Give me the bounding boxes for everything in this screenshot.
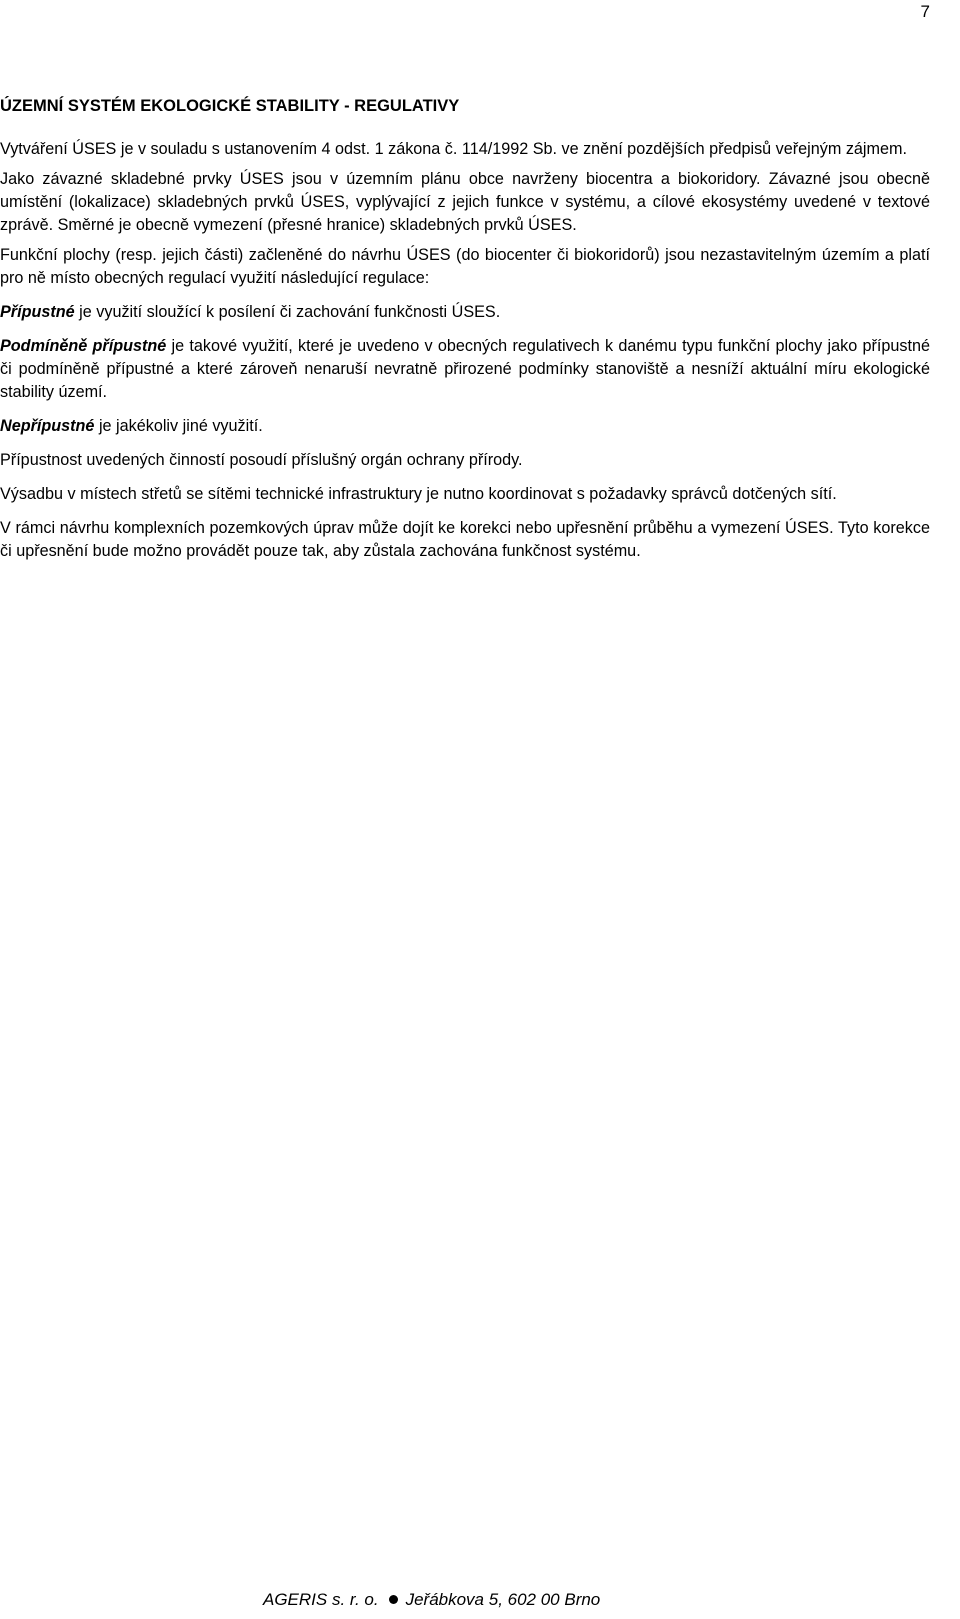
paragraph-permissible (0, 301, 930, 324)
footer-company: AGERIS s. r. o. (263, 1590, 379, 1609)
footer-address: Jeřábkova 5, 602 00 Brno (405, 1590, 601, 1609)
paragraph-assessment: Přípustnost uvedených činností posoudí příslušný orgán ochrany přírody. (0, 451, 523, 469)
paragraph-legal-basis: Vytváření ÚSES je v souladu s ustanovením 4 odst. 1 zákona č. 114/1992 Sb. ve znění pozdějších předpisů veřejným zájmem. (0, 140, 907, 158)
page-number: 7 (920, 2, 930, 21)
text-conditionally-permissible: je takové využití, které je uvedeno v obecných regulativech k danému typu funkční plochy jako přípustné či podmíněně přípustné a které zároveň nenaruší nevratně přirozené podmínky stanoviště a nesníží aktuální míru ekologické stability území. (0, 337, 930, 401)
term-conditionally-permissible: Podmíněně přípustné (0, 337, 167, 355)
paragraph-binding-elements: Jako závazné skladebné prvky ÚSES jsou v územním plánu obce navrženy biocentra a biokoridory. Závazné jsou obecně umístění (lokalizace) skladebných prvků ÚSES, vyplývající z jejich funkce v systému, a cílové ekosystémy uvedené v textové zprávě. Směrné je obecně vymezení (přesné hranice) skladebných prvků ÚSES. (0, 170, 930, 234)
text-not-permissible: je jakékoliv jiné využití. (94, 417, 263, 435)
page-footer (263, 1590, 600, 1610)
section-title: ÚZEMNÍ SYSTÉM EKOLOGICKÉ STABILITY - REGULATIVY (0, 97, 460, 115)
paragraph-not-permissible (0, 415, 930, 438)
paragraph-land-adjustments: V rámci návrhu komplexních pozemkových úprav může dojít ke korekci nebo upřesnění průběhu a vymezení ÚSES. Tyto korekce či upřesnění bude možno provádět pouze tak, aby zůstala zachována funkčnost systému. (0, 519, 930, 560)
document-body (0, 95, 930, 563)
paragraph-planting: Výsadbu v místech střetů se sítěmi technické infrastruktury je nutno koordinovat s požadavky správců dotčených sítí. (0, 485, 837, 503)
bullet-separator-icon (389, 1595, 398, 1604)
term-permissible: Přípustné (0, 303, 75, 321)
term-not-permissible: Nepřípustné (0, 417, 95, 435)
text-permissible: je využití sloužící k posílení či zachování funkčnosti ÚSES. (74, 303, 501, 321)
paragraph-functional-areas: Funkční plochy (resp. jejich části) začleněné do návrhu ÚSES (do biocenter či biokoridorů) jsou nezastavitelným územím a platí pro ně místo obecných regulací využití následující regulace: (0, 246, 930, 287)
paragraph-conditionally-permissible (0, 335, 930, 404)
